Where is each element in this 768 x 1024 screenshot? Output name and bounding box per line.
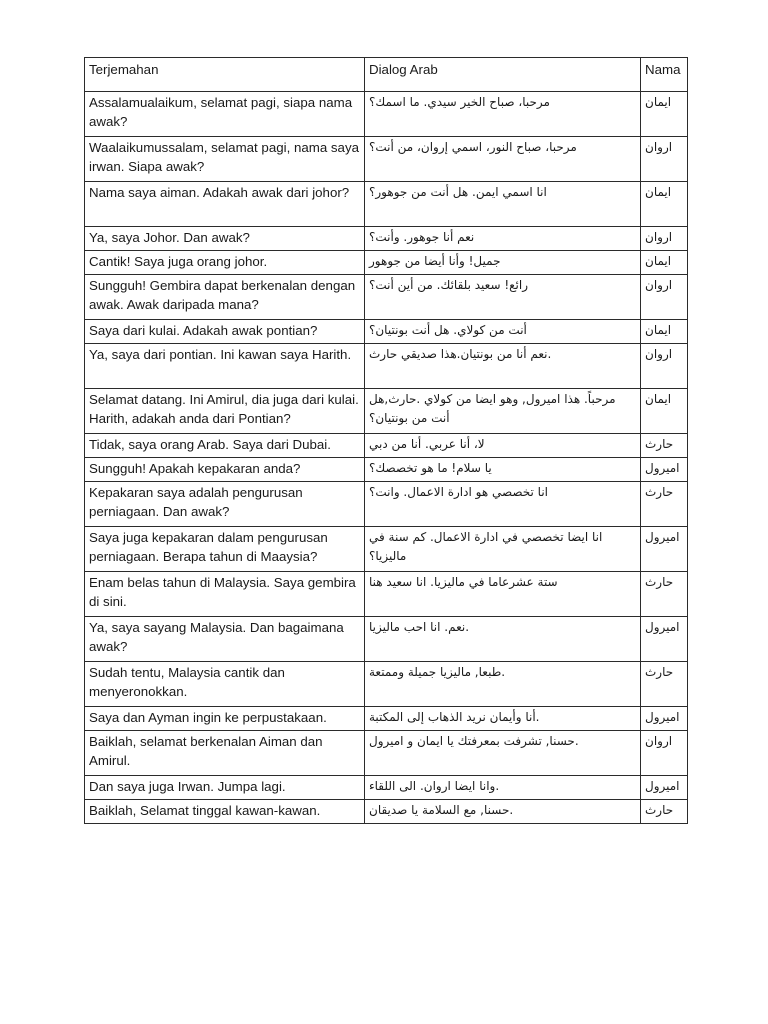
translation-cell: Tidak, saya orang Arab. Saya dari Dubai. xyxy=(85,434,365,458)
translation-cell: Dan saya juga Irwan. Jumpa lagi. xyxy=(85,776,365,800)
table-row xyxy=(85,227,688,251)
translation-cell: Ya, saya dari pontian. Ini kawan saya Harith. xyxy=(85,344,365,389)
table-row xyxy=(85,320,688,344)
name-cell: اروان xyxy=(641,227,688,251)
arabic-cell: .طبعا, ماليزيا جميلة وممتعة xyxy=(365,662,641,707)
translation-cell: Ya, saya sayang Malaysia. Dan bagaimana awak? xyxy=(85,617,365,662)
table-row xyxy=(85,662,688,707)
arabic-cell: مرحباً. هذا اميرول, وهو ايضا من كولاي .حارث,هل أنت من بونتيان؟ xyxy=(365,389,641,434)
header-row xyxy=(85,58,688,92)
translation-cell: Sungguh! Gembira dapat berkenalan dengan awak. Awak daripada mana? xyxy=(85,275,365,320)
arabic-cell: .أنا وأيمان نريد الذهاب إلى المكتبة xyxy=(365,707,641,731)
arabic-cell: ستة عشرعاما في ماليزيا. انا سعيد هنا xyxy=(365,572,641,617)
translation-cell: Sungguh! Apakah kepakaran anda? xyxy=(85,458,365,482)
name-cell: حارث xyxy=(641,800,688,824)
name-cell: اميرول xyxy=(641,617,688,662)
arabic-cell: جميل! وأنا أيضا من جوهور xyxy=(365,251,641,275)
header-arabic: Dialog Arab xyxy=(365,58,641,92)
name-cell: ايمان xyxy=(641,389,688,434)
translation-cell: Baiklah, Selamat tinggal kawan-kawan. xyxy=(85,800,365,824)
table-row xyxy=(85,800,688,824)
translation-cell: Enam belas tahun di Malaysia. Saya gembira di sini. xyxy=(85,572,365,617)
arabic-cell: .نعم. انا احب ماليزيا xyxy=(365,617,641,662)
translation-cell: Waalaikumussalam, selamat pagi, nama saya irwan. Siapa awak? xyxy=(85,137,365,182)
arabic-cell: انا اسمي ايمن. هل أنت من جوهور؟ xyxy=(365,182,641,227)
table-row xyxy=(85,527,688,572)
table-row xyxy=(85,572,688,617)
name-cell: اميرول xyxy=(641,527,688,572)
table-row xyxy=(85,251,688,275)
name-cell: حارث xyxy=(641,434,688,458)
translation-cell: Sudah tentu, Malaysia cantik dan menyeronokkan. xyxy=(85,662,365,707)
arabic-cell: أنت من كولاي. هل أنت بونتيان؟ xyxy=(365,320,641,344)
translation-cell: Assalamualaikum, selamat pagi, siapa nama awak? xyxy=(85,92,365,137)
name-cell: اميرول xyxy=(641,776,688,800)
name-cell: اروان xyxy=(641,137,688,182)
dialog-table xyxy=(84,57,688,824)
table-row xyxy=(85,617,688,662)
arabic-cell: انا تخصصي هو ادارة الاعمال. وانت؟ xyxy=(365,482,641,527)
arabic-cell: لا، أنا عربي. أنا من دبي xyxy=(365,434,641,458)
table-row xyxy=(85,389,688,434)
arabic-cell: انا ايضا تخصصي في ادارة الاعمال. كم سنة في ماليزيا؟ xyxy=(365,527,641,572)
arabic-cell: .حسنا, مع السلامة يا صديقان xyxy=(365,800,641,824)
name-cell: ايمان xyxy=(641,320,688,344)
translation-cell: Baiklah, selamat berkenalan Aiman dan Amirul. xyxy=(85,731,365,776)
table-row xyxy=(85,731,688,776)
table-row xyxy=(85,344,688,389)
table-row xyxy=(85,434,688,458)
name-cell: ايمان xyxy=(641,251,688,275)
arabic-cell: نعم أنا جوهور. وأنت؟ xyxy=(365,227,641,251)
name-cell: ايمان xyxy=(641,182,688,227)
header-translation: Terjemahan xyxy=(85,58,365,92)
name-cell: اروان xyxy=(641,731,688,776)
table-row xyxy=(85,182,688,227)
name-cell: اروان xyxy=(641,275,688,320)
translation-cell: Cantik! Saya juga orang johor. xyxy=(85,251,365,275)
table-row xyxy=(85,137,688,182)
header-name: Nama xyxy=(641,58,688,92)
arabic-cell: يا سلام! ما هو تخصصك؟ xyxy=(365,458,641,482)
table-row xyxy=(85,92,688,137)
table-row xyxy=(85,776,688,800)
arabic-cell: .وانا ايضا اروان. الى اللقاء xyxy=(365,776,641,800)
arabic-cell: رائع! سعيد بلقائك. من أين أنت؟ xyxy=(365,275,641,320)
name-cell: حارث xyxy=(641,482,688,527)
translation-cell: Kepakaran saya adalah pengurusan perniagaan. Dan awak? xyxy=(85,482,365,527)
translation-cell: Saya juga kepakaran dalam pengurusan perniagaan. Berapa tahun di Maaysia? xyxy=(85,527,365,572)
name-cell: اروان xyxy=(641,344,688,389)
name-cell: اميرول xyxy=(641,707,688,731)
table-row xyxy=(85,707,688,731)
name-cell: حارث xyxy=(641,662,688,707)
name-cell: ايمان xyxy=(641,92,688,137)
table-row xyxy=(85,275,688,320)
name-cell: حارث xyxy=(641,572,688,617)
arabic-cell: .حسنا, تشرفت بمعرفتك يا ايمان و اميرول xyxy=(365,731,641,776)
arabic-cell: مرحبا، صباح الخير سيدي. ما اسمك؟ xyxy=(365,92,641,137)
translation-cell: Nama saya aiman. Adakah awak dari johor? xyxy=(85,182,365,227)
translation-cell: Saya dan Ayman ingin ke perpustakaan. xyxy=(85,707,365,731)
translation-cell: Saya dari kulai. Adakah awak pontian? xyxy=(85,320,365,344)
translation-cell: Ya, saya Johor. Dan awak? xyxy=(85,227,365,251)
name-cell: اميرول xyxy=(641,458,688,482)
table-row xyxy=(85,482,688,527)
table-row xyxy=(85,458,688,482)
translation-cell: Selamat datang. Ini Amirul, dia juga dari kulai. Harith, adakah anda dari Pontian? xyxy=(85,389,365,434)
arabic-cell: مرحبا، صباح النور، اسمي إروان، من أنت؟ xyxy=(365,137,641,182)
arabic-cell: .نعم أنا من بونتيان.هذا صديقي حارث xyxy=(365,344,641,389)
